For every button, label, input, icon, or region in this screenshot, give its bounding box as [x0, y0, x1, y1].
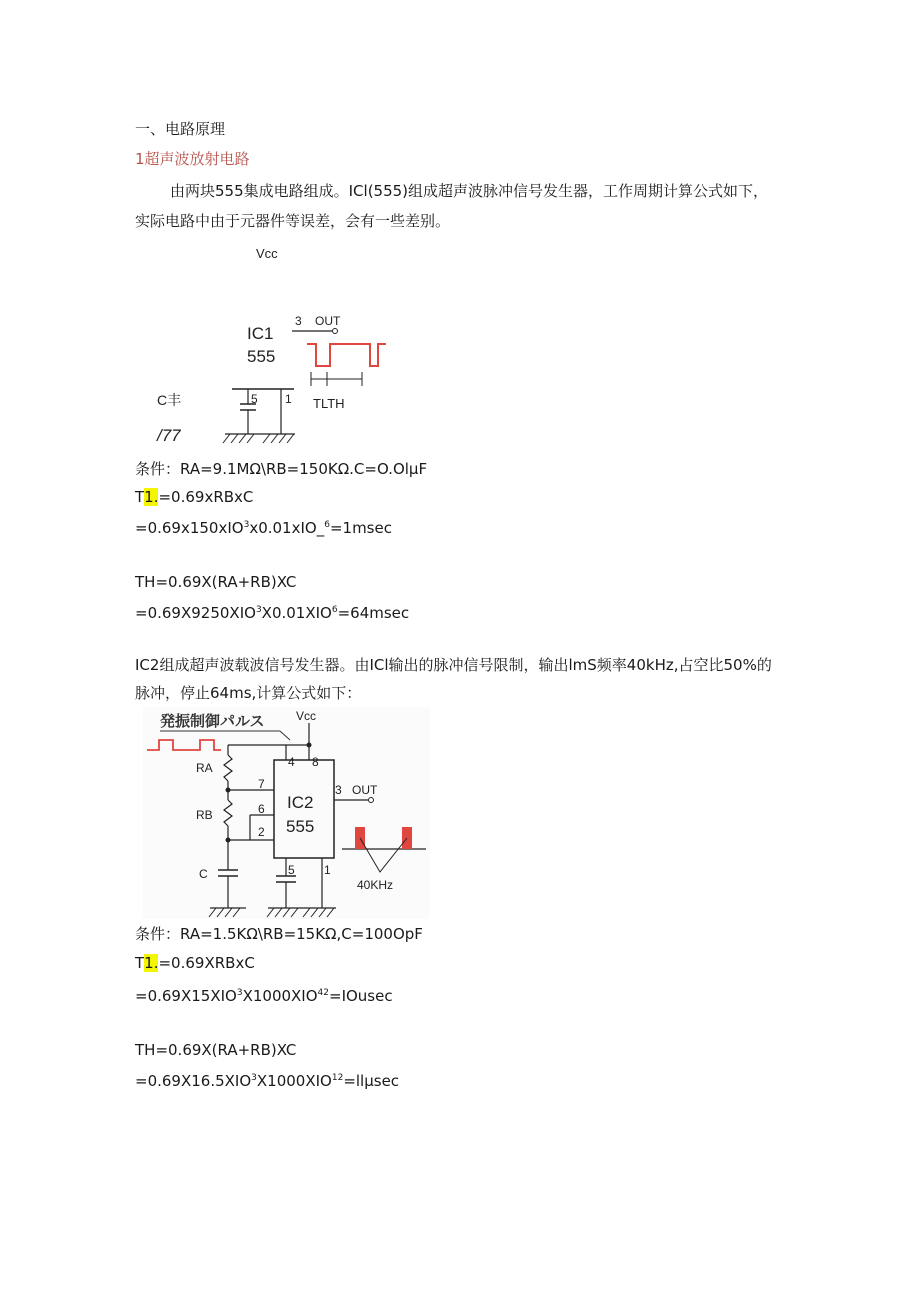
fig1-pin1-label: 1 — [285, 392, 292, 406]
fig1-ground-label: /77 — [157, 426, 181, 445]
fig2-ra-label: RA — [196, 761, 213, 775]
fig2-c-label: C — [199, 867, 208, 881]
calc2-tl-highlight: 1. — [144, 954, 159, 972]
calc1-th-value: $=0.69X9250XIO^3X0.01XIO^6=64msec$ — [135, 604, 410, 622]
fig1-timing-label: TLTH — [313, 396, 345, 411]
fig1-pin3-label: 3 — [295, 314, 302, 328]
calc2-tl-value: $=0.69X15XIO^3X1000XIO^{42}=IOusec$ — [135, 987, 393, 1005]
fig1-ic-part: 555 — [247, 347, 276, 366]
section-heading: 一、电路原理 — [135, 120, 226, 138]
fig2-vcc-label: Vcc — [296, 709, 317, 723]
fig2-pin1-label: 1 — [324, 863, 331, 877]
subsection-heading: 1超声波放射电路 — [135, 150, 250, 168]
calc1-tl-formula: T1.=0.69xRBxC — [135, 488, 254, 506]
calc2-tl-formula: T1.=0.69XRBxC — [135, 954, 255, 972]
fig2-pin5-label: 5 — [288, 863, 295, 877]
intro-line-2: 实际电路中由于元器件等误差，会有一些差别。 — [135, 212, 451, 230]
fig2-pin7-label: 7 — [258, 777, 265, 791]
fig1-ic-name: IC1 — [247, 324, 274, 343]
calc1-th-formula: TH=0.69X(RA+RB)XC — [135, 573, 297, 591]
fig2-freq-label: 40KHz — [357, 878, 394, 892]
fig1-pin5-label: 5 — [251, 392, 258, 406]
fig2-pin2-label: 2 — [258, 825, 265, 839]
fig2-rb-label: RB — [196, 808, 213, 822]
fig2-pin8-label: 8 — [312, 755, 319, 769]
fig2-ic-part: 555 — [286, 817, 315, 836]
calc1-conditions: 条件：RA=9.1MΩ\RB=150KΩ.C=O.OlμF — [135, 460, 428, 478]
intro-line-1: 由两块555集成电路组成。ICl(555)组成超声波脉冲信号发生器，工作周期计算公式如下， — [170, 182, 769, 200]
fig1-out-label: OUT — [315, 314, 341, 328]
ic2-desc-line-2: 脉冲，停止64ms,计算公式如下： — [135, 684, 362, 702]
fig2-out-label: OUT — [352, 783, 378, 797]
calc2-th-value: $=0.69X16.5XIO^3X1000XIO^{12}=ll\mu\sec$ — [135, 1072, 400, 1090]
calc2-th-formula: TH=0.69X(RA+RB)XC — [135, 1041, 297, 1059]
calc1-tl-value: =0.69x150xIO$^3$x0.01xIO_$^6$=1msec — [135, 519, 392, 537]
calc1-tl-highlight: 1. — [144, 488, 159, 506]
ic2-desc-line-1: IC2组成超声波载波信号发生器。由ICl输出的脉冲信号限制，输出lmS频率40kHz,占空比50%的 — [135, 656, 772, 674]
fig2-title: 発振制御パルス — [160, 713, 265, 730]
fig2-pin6-label: 6 — [258, 802, 265, 816]
fig2-pin4-label: 4 — [288, 755, 295, 769]
fig1-cap-label: C丰 — [157, 392, 182, 408]
fig2-pin3-label: 3 — [335, 783, 342, 797]
calc2-conditions: 条件：RA=1.5KΩ\RB=15KΩ,C=100OpF — [135, 925, 423, 943]
fig1-vcc-label: Vcc — [256, 246, 278, 261]
fig2-ic-name: IC2 — [287, 793, 314, 812]
